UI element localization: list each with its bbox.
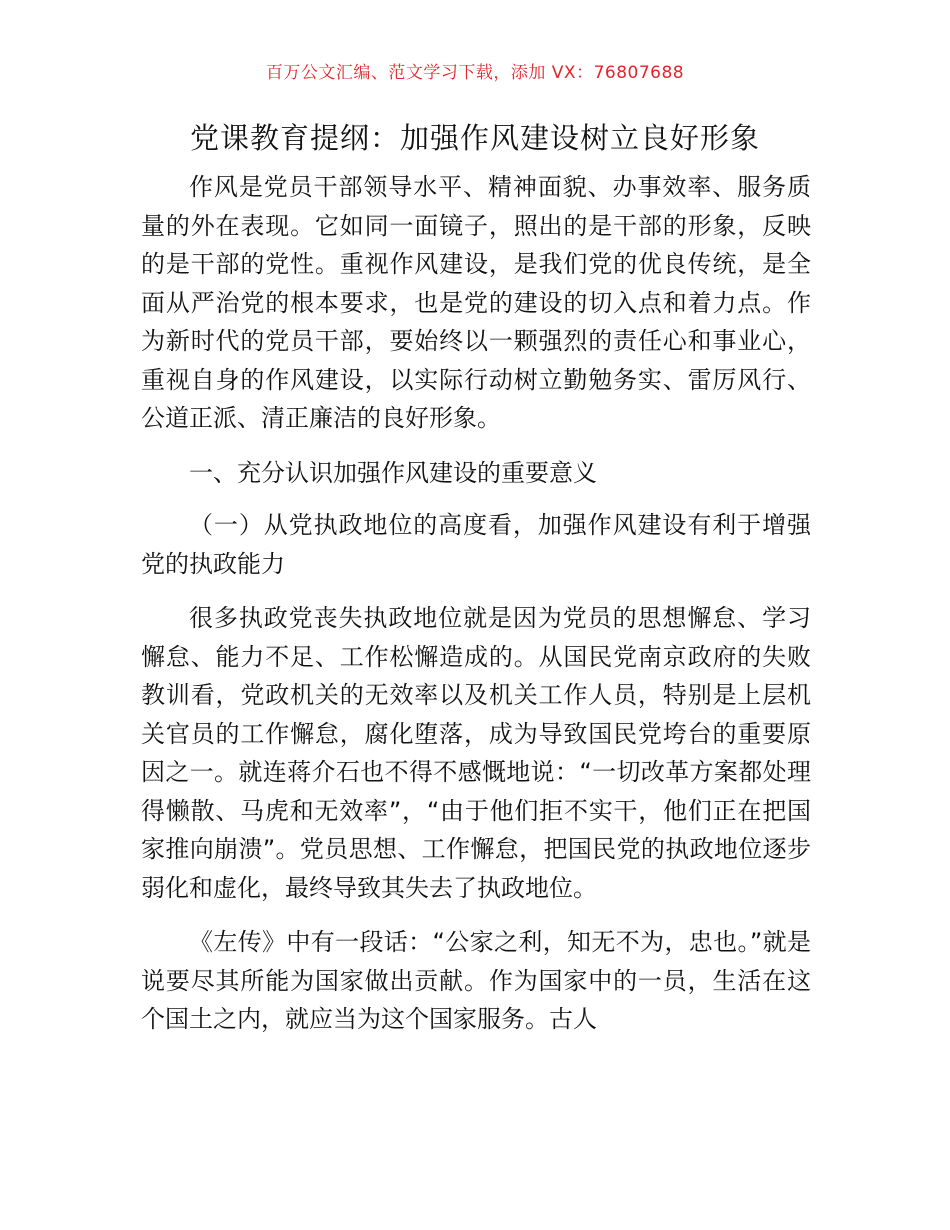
- paragraph-intro: 作风是党员干部领导水平、精神面貌、办事效率、服务质量的外在表现。它如同一面镜子，照出的是干部的形象，反映的是干部的党性。重视作风建设，是我们党的优良传统，是全面从严治党的根本要求，也是党的建设的切入点和着力点。作为新时代的党员干部，要始终以一颗强烈的责任心和事业心，重视自身的作风建设，以实际行动树立勤勉务实、雷厉风行、公道正派、清正廉洁的良好形象。: [141, 173, 811, 432]
- document-body: [141, 168, 811, 1055]
- header-watermark: 百万公文汇编、范文学习下载，添加 VX：76807688: [265, 63, 685, 83]
- paragraph-body-1: 很多执政党丧失执政地位就是因为党员的思想懈怠、学习懈怠、能力不足、工作松懈造成的。从国民党南京政府的失败教训看，党政机关的无效率以及机关工作人员，特别是上层机关官员的工作懈怠，腐化堕落，成为导致国民党垮台的重要原因之一。就连蒋介石也不得不感慨地说：“一切改革方案都处理得懒散、马虎和无效率”，“由于他们拒不实干，他们正在把国家推向崩溃”。党员思想、工作懈怠，把国民党的执政地位逐步弱化和虚化，最终导致其失去了执政地位。: [141, 604, 811, 902]
- document-title: 党课教育提纲：加强作风建设树立良好形象: [189, 121, 760, 155]
- paragraph-body-2: 《左传》中有一段话：“公家之利，知无不为，忠也。”就是说要尽其所能为国家做出贡献。作为国家中的一员，生活在这个国土之内，就应当为这个国家服务。古人: [141, 928, 811, 1033]
- subsection-heading-1: （一）从党执政地位的高度看，加强作风建设有利于增强党的执政能力: [141, 511, 811, 578]
- section-heading-1: 一、充分认识加强作风建设的重要意义: [189, 458, 597, 487]
